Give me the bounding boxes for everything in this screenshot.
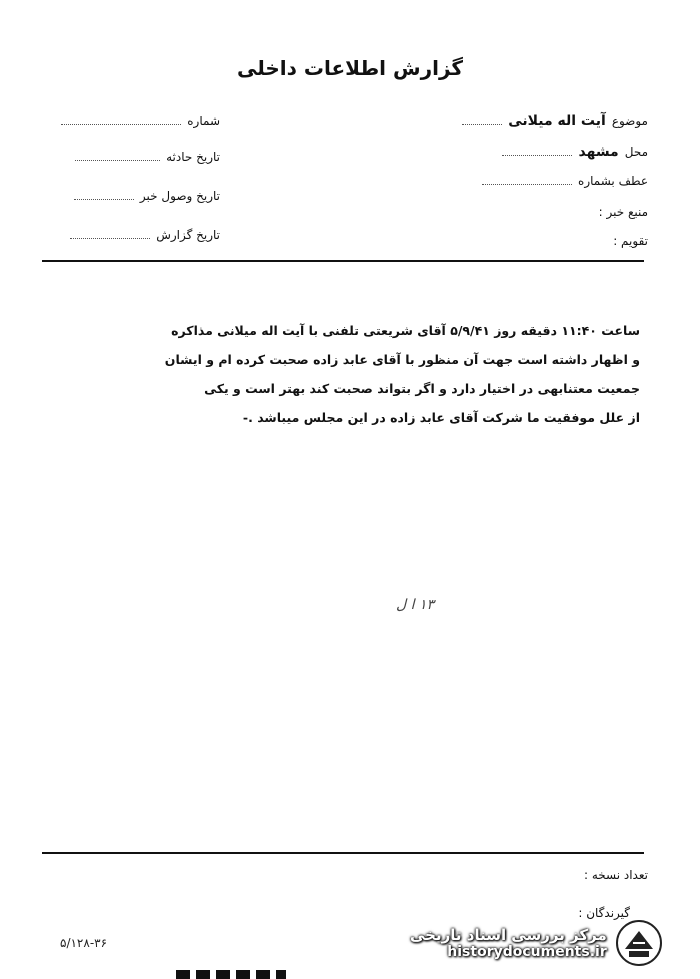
location-field (502, 144, 648, 160)
reference-code: ۵/۱۲۸-۳۶ (60, 936, 108, 950)
document-title: گزارش اطلاعات داخلی (236, 56, 464, 80)
watermark-text (410, 926, 607, 960)
incident-date-label: تاریخ حادثه (166, 150, 220, 164)
news-received-date-label: تاریخ وصول خبر (139, 189, 220, 203)
calendar-label: تقویم : (613, 234, 648, 248)
source-field (599, 205, 648, 219)
source-label: منبع خبر : (598, 205, 648, 219)
body-line: از علل موفقیت ما شرکت آقای عابد زاده در این مجلس میباشد .- (242, 410, 640, 425)
body-line: ساعت ۱۱:۴۰ دقیقه روز ۵/۹/۴۱ آقای شریعتی تلفنی با آیت اله میلانی مذاکره (171, 323, 640, 338)
number-label: شماره (187, 114, 220, 128)
subject-value: آیت اله میلانی (508, 113, 606, 129)
subject-label: موضوع (611, 114, 648, 128)
body-line: جمعیت معتنابهی در اختیار دارد و اگر بتواند صحبت کند بهتر است و یکی (204, 381, 640, 396)
watermark-url: historydocuments.ir (447, 944, 607, 960)
copies-field: تعداد نسخه : (583, 868, 648, 882)
number-dots (61, 114, 181, 125)
reference-dots (482, 174, 572, 185)
news-received-date-dots (74, 189, 134, 200)
recipients-field: گیرندگان : (578, 906, 630, 920)
archive-logo-icon (615, 919, 663, 967)
incident-date-field (60, 150, 220, 164)
location-value: مشهد (578, 144, 619, 160)
incident-date-dots (75, 150, 160, 161)
location-label: محل (624, 145, 648, 159)
footer-divider (42, 852, 644, 854)
location-dots (502, 145, 572, 156)
header-divider (42, 260, 644, 262)
reference-label: عطف بشماره (578, 174, 648, 188)
report-date-dots (70, 228, 150, 239)
subject-field (462, 113, 648, 129)
report-body (80, 316, 640, 432)
report-date-label: تاریخ گزارش (156, 228, 220, 242)
news-received-date-field (60, 189, 220, 203)
body-line: و اظهار داشته است جهت آن منظور با آقای عابد زاده صحبت کرده ام و ایشان (164, 352, 640, 367)
number-field (60, 114, 220, 128)
watermark-org-name: مرکز بررسی اسناد تاریخی (410, 926, 607, 944)
reference-field (482, 174, 648, 188)
bottom-edge-marks (176, 970, 286, 979)
subject-dots (462, 114, 502, 125)
handwritten-note: ۱۳ ا ل (396, 597, 435, 613)
report-date-field (60, 228, 220, 242)
calendar-field (613, 234, 648, 248)
watermark (410, 914, 692, 972)
